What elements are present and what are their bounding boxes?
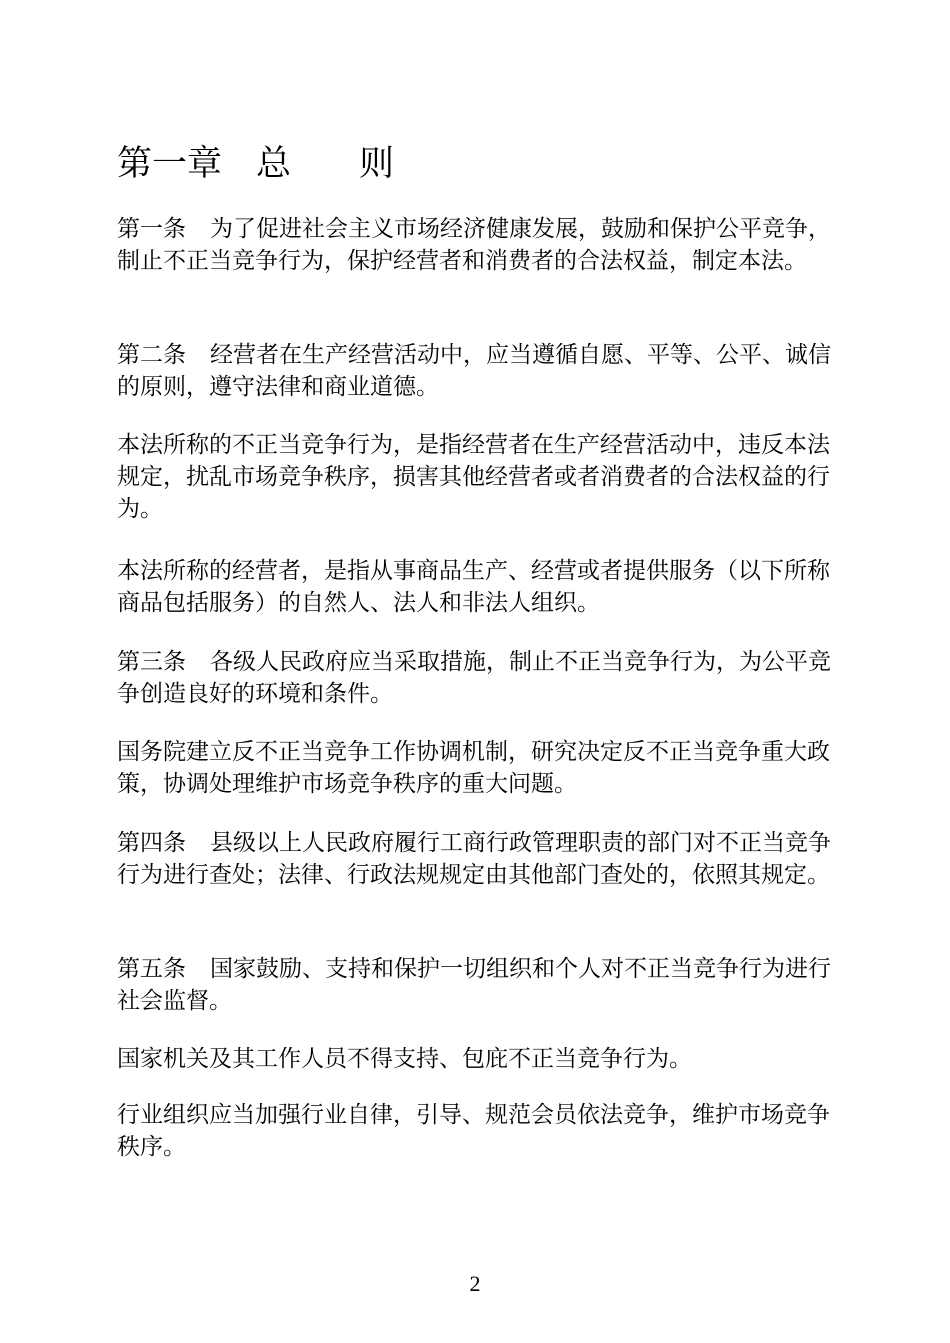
article-3-paragraph <box>117 646 837 710</box>
paragraph-text: 国家鼓励、支持和保护一切组织和个人对不正当竞争行为进行社会监督。 <box>117 956 831 1014</box>
article-3-paragraph-2 <box>117 736 837 800</box>
chapter-title-char-2: 则 <box>359 144 395 184</box>
paragraph-text: 为了促进社会主义市场经济健康发展，鼓励和保护公平竞争，制止不正当竞争行为，保护经营者和消费者的合法权益，制定本法。 <box>117 216 831 274</box>
article-number: 第一条 <box>117 216 186 242</box>
paragraph-text: 本法所称的不正当竞争行为，是指经营者在生产经营活动中，违反本法规定，扰乱市场竞争秩序，损害其他经营者或者消费者的合法权益的行为。 <box>117 432 830 522</box>
article-4-paragraph <box>117 827 837 891</box>
article-5-paragraph <box>117 953 837 1017</box>
paragraph-text: 行业组织应当加强行业自律，引导、规范会员依法竞争，维护市场竞争秩序。 <box>117 1102 830 1160</box>
paragraph-text: 本法所称的经营者，是指从事商品生产、经营或者提供服务（以下所称商品包括服务）的自然人、法人和非法人组织。 <box>117 558 830 616</box>
article-1-paragraph <box>117 213 837 277</box>
article-number: 第二条 <box>117 342 186 368</box>
chapter-title-char-1: 总 <box>256 144 292 184</box>
paragraph-text: 经营者在生产经营活动中，应当遵循自愿、平等、公平、诚信的原则，遵守法律和商业道德。 <box>117 342 831 400</box>
paragraph-text: 各级人民政府应当采取措施，制止不正当竞争行为，为公平竞争创造良好的环境和条件。 <box>117 649 831 707</box>
paragraph-text: 国家机关及其工作人员不得支持、包庇不正当竞争行为。 <box>117 1046 692 1072</box>
chapter-label: 第一章 <box>117 144 223 184</box>
article-5-paragraph-3 <box>117 1099 837 1163</box>
article-number: 第四条 <box>117 830 186 856</box>
article-number: 第三条 <box>117 649 186 675</box>
paragraph-text: 县级以上人民政府履行工商行政管理职责的部门对不正当竞争行为进行查处；法律、行政法规规定由其他部门查处的，依照其规定。 <box>117 830 831 888</box>
article-2-paragraph-2 <box>117 429 837 525</box>
page-number: 2 <box>469 1271 481 1296</box>
paragraph-text: 国务院建立反不正当竞争工作协调机制，研究决定反不正当竞争重大政策，协调处理维护市场竞争秩序的重大问题。 <box>117 739 830 797</box>
chapter-heading <box>117 140 394 188</box>
article-5-paragraph-2 <box>117 1043 837 1075</box>
article-2-paragraph-3 <box>117 555 837 619</box>
article-2-paragraph <box>117 339 837 403</box>
article-number: 第五条 <box>117 956 186 982</box>
